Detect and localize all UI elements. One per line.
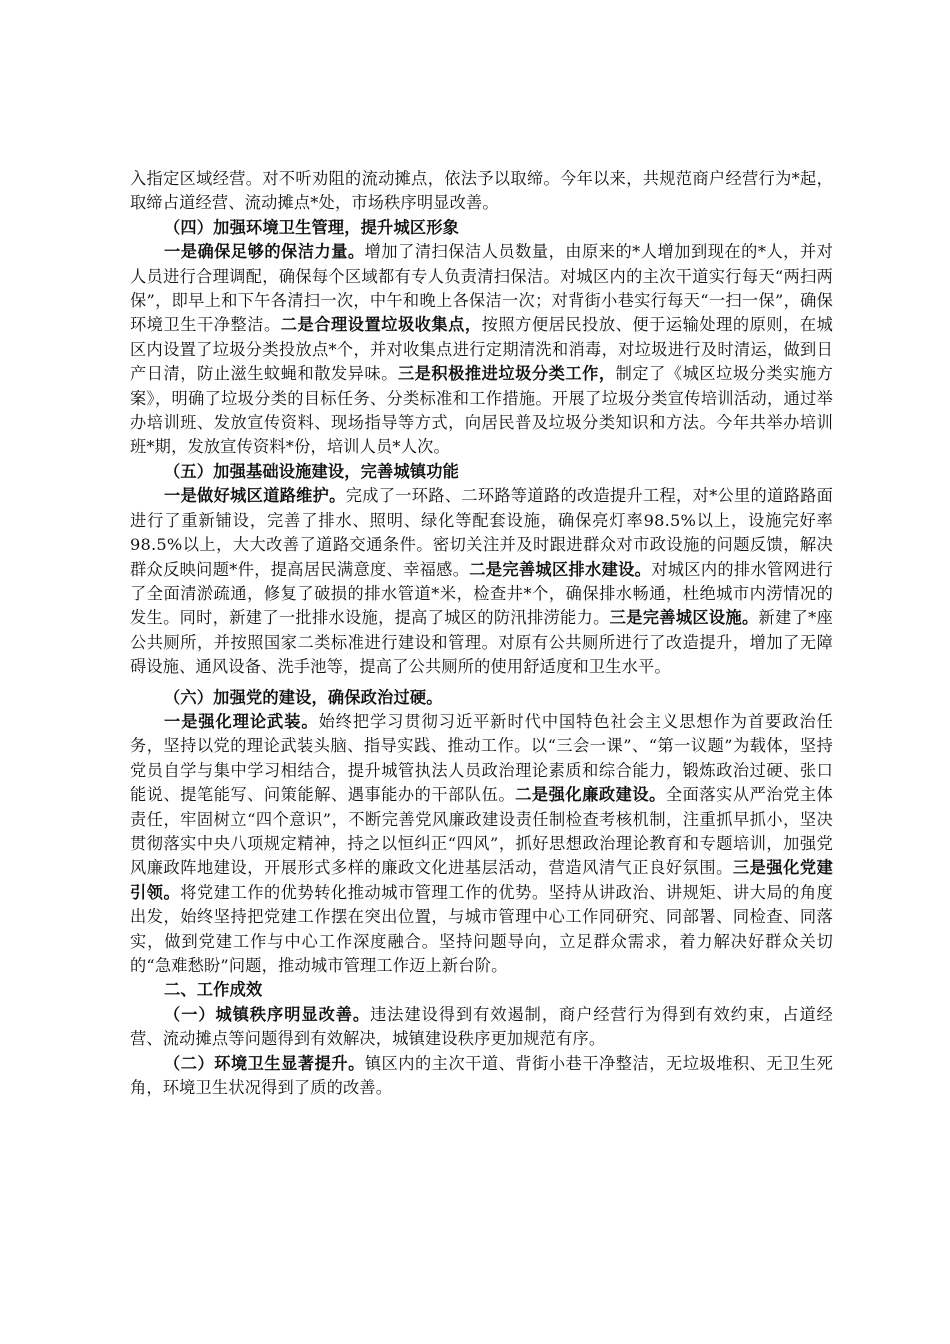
document-page <box>130 167 833 1100</box>
point-text: 完成了一环路、二环路等道路的改造提升工程，对*公里的道路路面进行了重新铺设，完善了排水、照明、绿化等配套设施，确保亮灯率98.5%以上，设施完好率98.5%以上，大大改善了道路交通条件。密切关注并及时跟进群众对市政设施的问题反馈，解决群众反映问题*件，提高居民满意度、幸福感。 <box>130 486 834 579</box>
point-label: 二是强化廉政建设。 <box>515 785 666 805</box>
point-text: 将党建工作的优势转化推动城市管理工作的优势。坚持从讲政治、讲规矩、讲大局的角度出发，始终坚持把党建工作摆在突出位置，与城市管理中心工作同研究、同部署、同检查、同落实，做到党建工作与中心工作深度融合。坚持问题导向，立足群众需求，着力解决好群众关切的“急难愁盼”问题，推动城市管理工作迈上新台阶。 <box>130 882 834 975</box>
point-label: 一是强化理论武装。 <box>164 711 319 731</box>
paragraph-result-hygiene <box>130 1052 833 1101</box>
point-label: 二是合理设置垃圾收集点， <box>280 315 482 335</box>
point-text: 增加了清扫保洁人员数量，由原来的*人增加到现在的*人，并对人员进行合理调配，确保每个区域都有专人负责清扫保洁。对城区内的主次干道实行每天“两扫两保”，即早上和下午各清扫一次，中午和晚上各保洁一次；对背街小巷实行每天“一扫一保”，确保环境卫生干净整洁。 <box>130 242 833 335</box>
paragraph-result-order <box>130 1003 833 1052</box>
point-label: （一）城镇秩序明显改善。 <box>164 1004 371 1024</box>
point-text: 始终把学习贯彻习近平新时代中国特色社会主义思想作为首要政治任务，坚持以党的理论武装头脑、指导实践、推动工作。以“三会一课”、“第一议题”为载体，坚持党员自学与集中学习相结合，提升城管执法人员政治理论素质和综合能力，锻炼政治过硬、张口能说、提笔能写、问策能解、遇事能办的干部队伍。 <box>130 711 833 805</box>
paragraph-infrastructure <box>130 484 833 679</box>
paragraph-market-order: 入指定区域经营。对不听劝阻的流动摊点，依法予以取缔。今年以来，共规范商户经营行为*起，取缔占道经营、流动摊点*处，市场秩序明显改善。 <box>130 169 833 213</box>
point-text: 新建了*座公共厕所，并按照国家二类标准进行建设和管理。对原有公共厕所进行了改造提升，增加了无障碍设施、通风设备、洗手池等，提高了公共厕所的使用舒适度和卫生水平。 <box>130 608 834 677</box>
section-heading-infrastructure: （五）加强基础设施建设，完善城镇功能 <box>164 461 459 481</box>
point-label: 一是做好城区道路维护。 <box>164 486 346 506</box>
point-label: 三是完善城区设施。 <box>609 608 759 628</box>
point-label: 三是积极推进垃圾分类工作， <box>397 364 616 384</box>
point-text: 全面落实从严治党主体责任，牢固树立“四个意识”，不断完善党风廉政建设责任制检查考核机制，注重抓早抓小，坚决贯彻落实中央八项规定精神，持之以恒纠正“四风”，抓好思想政治理论教育和专题培训，加强党风廉政阵地建设，开展形式多样的廉政文化进基层活动，营造风清气正良好氛围。 <box>130 785 833 878</box>
paragraph-environment <box>130 240 833 460</box>
point-label: 二是完善城区排水建设。 <box>469 559 652 579</box>
section-heading-environment: （四）加强环境卫生管理，提升城区形象 <box>164 217 459 237</box>
point-text: 镇区内的主次干道、背街小巷干净整洁，无垃圾堆积、无卫生死角，环境卫生状况得到了质的改善。 <box>130 1053 833 1098</box>
paragraph-party-building <box>130 710 833 978</box>
point-label: 三是强化党建引领。 <box>130 858 833 902</box>
point-label: 一是确保足够的保洁力量。 <box>164 242 365 262</box>
section-heading-party-building: （六）加强党的建设，确保政治过硬。 <box>164 687 443 707</box>
point-label: （二）环境卫生显著提升。 <box>164 1053 365 1073</box>
point-text: 对城区内的排水管网进行了全面清淤疏通，修复了破损的排水管道*米，检查井*个，确保排水畅通，杜绝城市内涝情况的发生。同时，新建了一批排水设施，提高了城区的防汛排涝能力。 <box>130 559 834 628</box>
point-text: 违法建设得到有效遏制，商户经营行为得到有效约束，占道经营、流动摊点等问题得到有效解决，城镇建设秩序更加规范有序。 <box>130 1004 833 1049</box>
point-text: 按照方便居民投放、便于运输处理的原则，在城区内设置了垃圾分类投放点*个，并对收集点进行定期清洗和消毒，对垃圾进行及时清运，做到日产日清，防止滋生蚊蝇和散发异味。 <box>130 315 833 384</box>
section-heading-results: 二、工作成效 <box>164 980 263 1000</box>
point-text: 制定了《城区垃圾分类实施方案》，明确了垃圾分类的目标任务、分类标准和工作措施。开展了垃圾分类宣传培训活动，通过举办培训班、发放宣传资料、现场指导等方式，向居民普及垃圾分类知识和方法。今年共举办培训班*期，发放宣传资料*份，培训人员*人次。 <box>130 364 833 457</box>
